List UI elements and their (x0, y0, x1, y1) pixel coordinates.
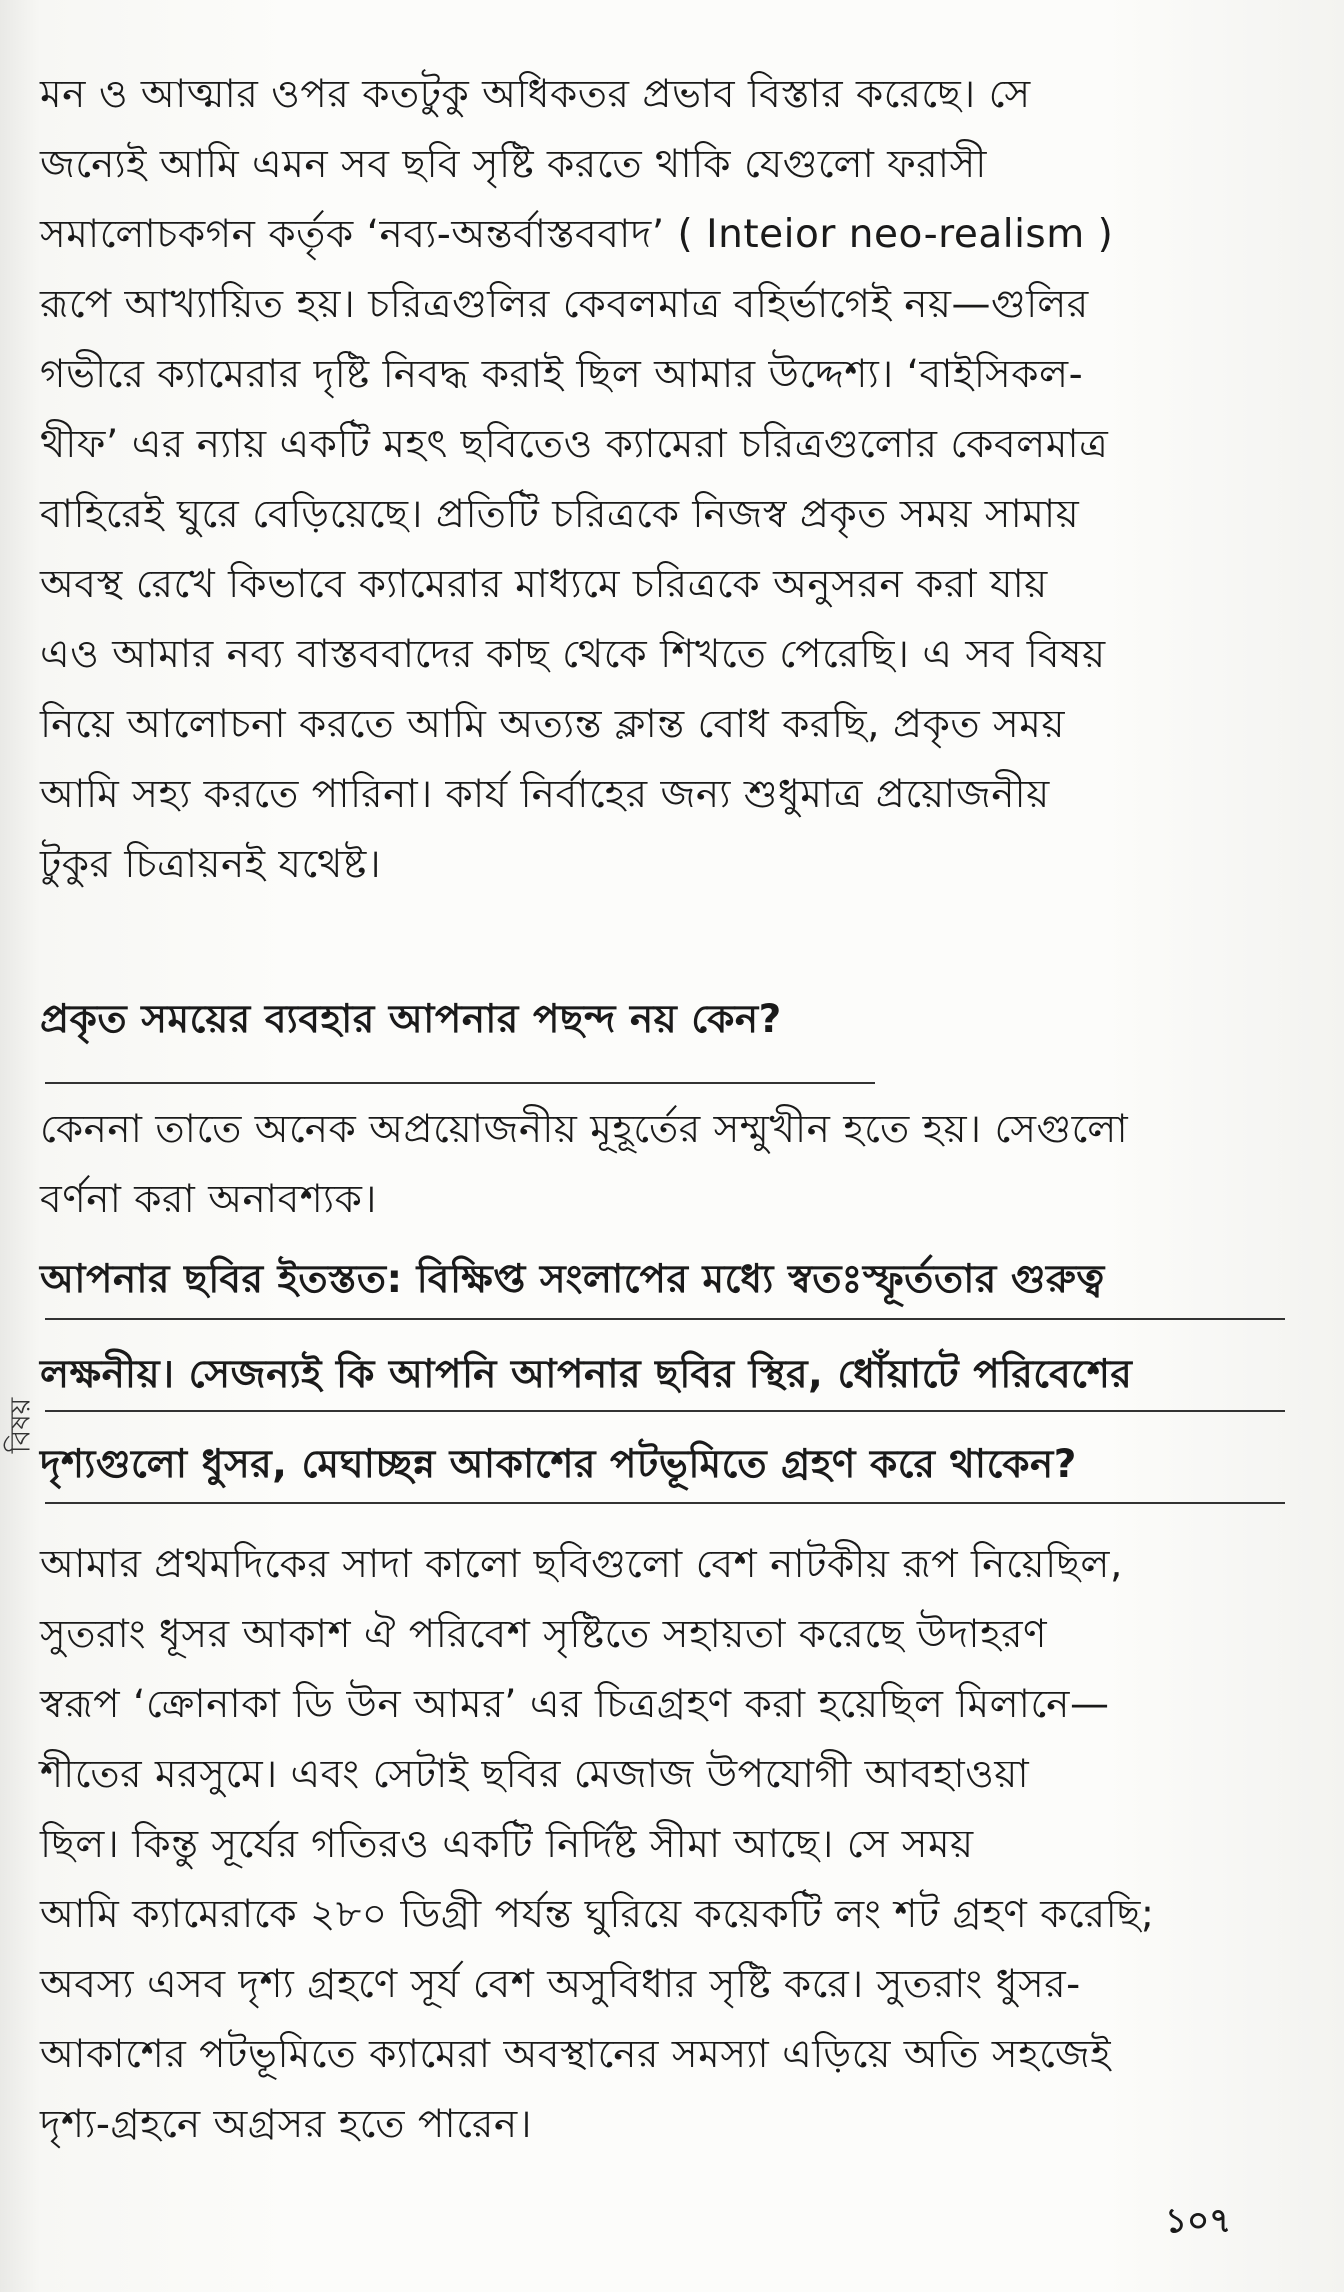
text-line: অবস্থ রেখে কিভাবে ক্যামেরার মাধ্যমে চরিত্রকে অনুসরন করা যায় (40, 562, 1048, 607)
text-line: স্বরূপ ‘ক্রোনাকা ডি উন আমর’ এর চিত্রগ্রহণ করা হয়েছিল মিলানে— (40, 1682, 1110, 1727)
text-line: মন ও আত্মার ওপর কতটুকু অধিকতর প্রভাব বিস্তার করেছে। সে (40, 72, 1031, 117)
text-line: বাহিরেই ঘুরে বেড়িয়েছে। প্রতিটি চরিত্রকে নিজস্ব প্রকৃত সময় সামায় (40, 492, 1080, 537)
underline-rule (45, 1082, 875, 1084)
text-line: রূপে আখ্যায়িত হয়। চরিত্রগুলির কেবলমাত্র বহির্ভাগেই নয়—গুলির (40, 282, 1089, 327)
text-line: থীফ’ এর ন্যায় একটি মহৎ ছবিতেও ক্যামেরা চরিত্রগুলোর কেবলমাত্র (40, 422, 1109, 467)
text-line: আকাশের পটভূমিতে ক্যামেরা অবস্থানের সমস্যা এড়িয়ে অতি সহজেই (40, 2032, 1112, 2077)
text-line: দৃশ্য-গ্রহনে অগ্রসর হতে পারেন। (40, 2102, 533, 2147)
underline-rule (45, 1318, 1285, 1320)
text-line: শীতের মরসুমে। এবং সেটাই ছবির মেজাজ উপযোগী আবহাওয়া (40, 1752, 1030, 1797)
text-line: অবস্য এসব দৃশ্য গ্রহণে সূর্য বেশ অসুবিধার সৃষ্টি করে। সুতরাং ধুসর- (40, 1962, 1081, 2007)
text-line: আমি ক্যামেরাকে ২৮০ ডিগ্রী পর্যন্ত ঘুরিয়ে কয়েকটি লং শট গ্রহণ করেছি; (40, 1892, 1155, 1937)
text-line: এও আমার নব্য বাস্তববাদের কাছ থেকে শিখতে পেরেছি। এ সব বিষয় (40, 632, 1106, 677)
margin-note (4, 1360, 40, 1490)
underline-rule (45, 1410, 1285, 1412)
text-line: কেননা তাতে অনেক অপ্রয়োজনীয় মূহূর্তের সম্মুখীন হতে হয়। সেগুলো (40, 1107, 1129, 1152)
text-line: বর্ণনা করা অনাবশ্যক। (40, 1177, 377, 1222)
page-number: ১০৭ (1165, 2201, 1232, 2241)
text-line: সুতরাং ধূসর আকাশ ঐ পরিবেশ সৃষ্টিতে সহায়তা করেছে উদাহরণ (40, 1612, 1048, 1657)
text-line: সমালোচকগন কর্তৃক ‘নব্য-অন্তর্বাস্তববাদ’ ( Inteior neo-realism ) (40, 212, 1114, 257)
question-text: লক্ষনীয়। সেজন্যই কি আপনি আপনার ছবির স্থির, ধোঁয়াটে পরিবেশের (40, 1352, 1133, 1397)
underline-rule (45, 1502, 1285, 1504)
text-line: ছিল। কিন্তু সূর্যের গতিরও একটি নির্দিষ্ট সীমা আছে। সে সময় (40, 1822, 974, 1867)
text-line: আমার প্রথমদিকের সাদা কালো ছবিগুলো বেশ নাটকীয় রূপ নিয়েছিল, (40, 1542, 1123, 1587)
text-line: গভীরে ক্যামেরার দৃষ্টি নিবদ্ধ করাই ছিল আমার উদ্দেশ্য। ‘বাইসিকল- (40, 352, 1084, 397)
text-line: টুকুর চিত্রায়নই যথেষ্ট। (40, 842, 382, 887)
question-text: আপনার ছবির ইতস্তত: বিক্ষিপ্ত সংলাপের মধ্যে স্বতঃস্ফূর্ততার গুরুত্ব (40, 1257, 1105, 1302)
text-line: জন্যেই আমি এমন সব ছবি সৃষ্টি করতে থাকি যেগুলো ফরাসী (40, 142, 987, 187)
text-line: আমি সহ্য করতে পারিনা। কার্য নির্বাহের জন্য শুধুমাত্র প্রয়োজনীয় (40, 772, 1050, 817)
question-text: দৃশ্যগুলো ধুসর, মেঘাচ্ছন্ন আকাশের পটভূমিতে গ্রহণ করে থাকেন? (40, 1442, 1077, 1487)
question-text: প্রকৃত সময়ের ব্যবহার আপনার পছন্দ নয় কেন? (40, 997, 782, 1042)
text-line: নিয়ে আলোচনা করতে আমি অত্যন্ত ক্লান্ত বোধ করছি, প্রকৃত সময় (40, 702, 1065, 747)
margin-note-text: বিষয় (3, 1397, 37, 1453)
